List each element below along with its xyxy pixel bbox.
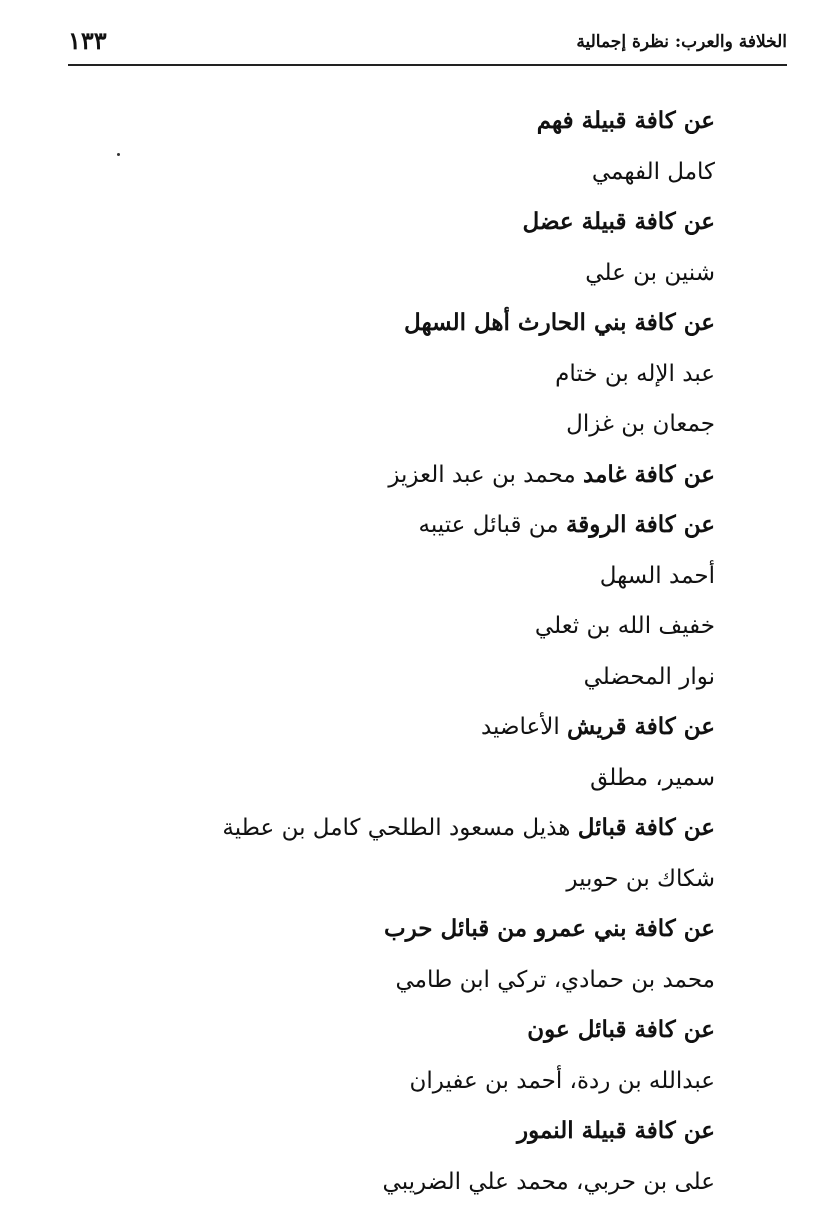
line-text: خفيف الله بن ثعلي [535, 613, 715, 639]
list-line [40, 753, 715, 804]
tribe-heading: عن كافة قبيلة عضل [523, 208, 715, 235]
list-line [40, 904, 715, 955]
list-line [40, 702, 715, 753]
list-line [40, 1005, 715, 1056]
list-line [40, 1106, 715, 1157]
list-line [40, 450, 715, 501]
list-line [40, 652, 715, 703]
line-text: من قبائل عتيبه [419, 512, 559, 538]
list-line [40, 1056, 715, 1107]
line-text: محمد بن حمادي، تركي ابن طامي [395, 967, 715, 993]
line-text: شكاك بن حوبير [566, 866, 715, 892]
line-text: الأعاضيد [481, 714, 560, 740]
list-line [40, 399, 715, 450]
running-header [68, 24, 787, 66]
tribe-heading: عن كافة الروقة [566, 511, 715, 538]
line-text: هذيل مسعود الطلحي كامل بن عطية [222, 815, 570, 841]
tribe-heading: عن كافة قبائل عون [527, 1016, 715, 1043]
line-text: نوار المحضلي [584, 664, 715, 690]
list-line [40, 1157, 715, 1207]
list-line [40, 147, 715, 198]
list-line [40, 803, 715, 854]
list-line [40, 197, 715, 248]
line-text: محمد بن عبد العزيز [388, 462, 575, 488]
tribe-heading: عن كافة قبيلة النمور [517, 1117, 715, 1144]
list-line [40, 96, 715, 147]
tribe-heading: عن كافة قبيلة فهم [537, 107, 715, 134]
line-text: عبد الإله بن ختام [555, 361, 715, 387]
list-line [40, 854, 715, 905]
running-title: الخلافة والعرب: نظرة إجمالية [576, 32, 787, 52]
tribe-heading: عن كافة قبائل [578, 814, 715, 841]
signatory-list [40, 96, 715, 1207]
tribe-heading: عن كافة بني عمرو من قبائل حرب [384, 915, 715, 942]
tribe-heading: عن كافة قريش [567, 713, 715, 740]
line-text: أحمد السهل [600, 563, 715, 589]
line-text: سمير، مطلق [590, 765, 715, 791]
list-line [40, 500, 715, 551]
page-number: ١٣٣ [68, 26, 107, 55]
tribe-heading: عن كافة غامد [583, 461, 715, 488]
line-text: عبدالله بن ردة، أحمد بن عفيران [409, 1068, 715, 1094]
list-line [40, 955, 715, 1006]
list-line [40, 601, 715, 652]
line-text: جمعان بن غزال [566, 411, 715, 437]
list-line [40, 248, 715, 299]
list-line [40, 349, 715, 400]
line-text: كامل الفهمي [592, 159, 715, 185]
list-line [40, 551, 715, 602]
line-text: على بن حربي، محمد علي الضريبي [383, 1169, 715, 1195]
tribe-heading: عن كافة بني الحارث أهل السهل [404, 309, 715, 336]
line-text: شنين بن علي [585, 260, 715, 286]
list-line [40, 298, 715, 349]
